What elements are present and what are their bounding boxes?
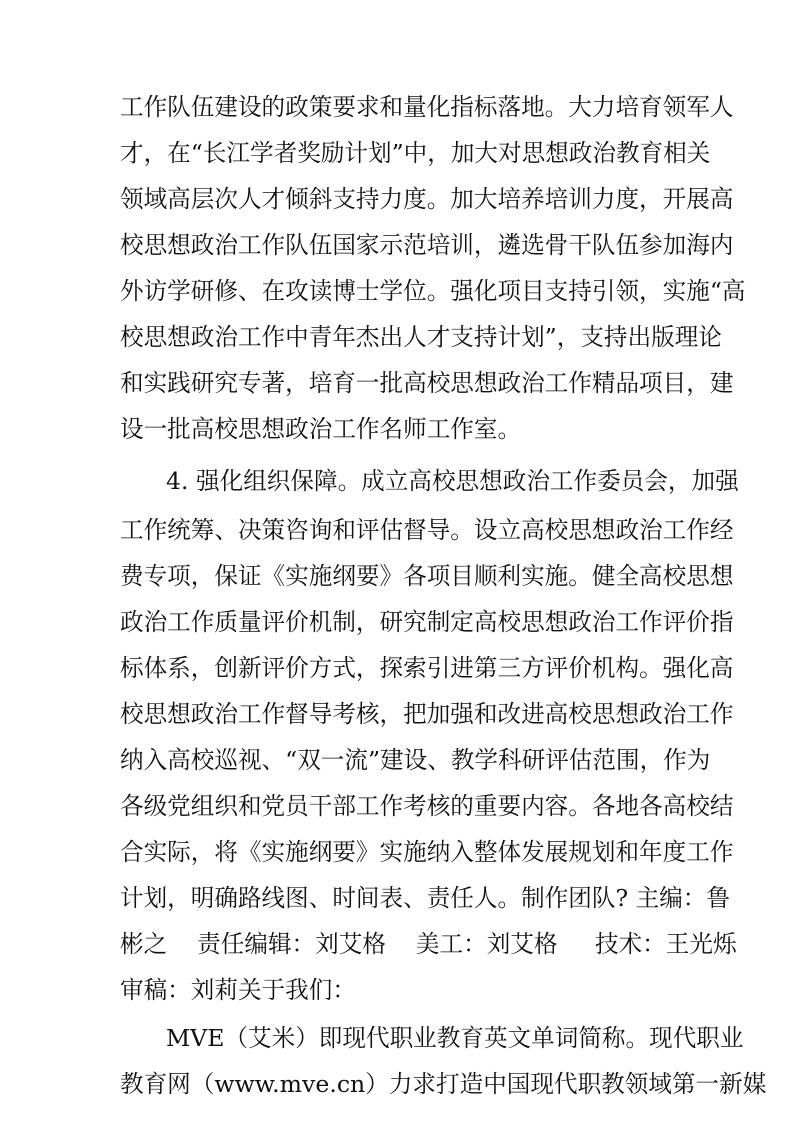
- text-line: 标体系，创新评价方式，探索引进第三方评价机构。强化高: [120, 654, 734, 682]
- text-line: 费专项，保证《实施纲要》各项目顺利实施。健全高校思想: [120, 562, 734, 590]
- text-line: 领域高层次人才倾斜支持力度。加大培养培训力度，开展高: [120, 185, 734, 213]
- text-line: 各级党组织和党员干部工作考核的重要内容。各地各高校结: [120, 792, 734, 820]
- text-line: 校思想政治工作队伍国家示范培训，遴选骨干队伍参加海内: [120, 231, 734, 259]
- text-line: 审稿：刘莉关于我们：: [120, 976, 356, 1004]
- paragraph-start-line: 4. 强化组织保障。成立高校思想政治工作委员会，加强: [166, 467, 739, 495]
- text-line: 设一批高校思想政治工作名师工作室。: [120, 415, 522, 443]
- text-line: 合实际，将《实施纲要》实施纳入整体发展规划和年度工作: [120, 838, 734, 866]
- text-line: 校思想政治工作督导考核，把加强和改进高校思想政治工作: [120, 700, 734, 728]
- text-line: 才，在“长江学者奖励计划”中，加大对思想政治教育相关: [120, 139, 711, 167]
- text-line: 工作队伍建设的政策要求和量化指标落地。大力培育领军人: [120, 93, 734, 121]
- text-line: 教育网（www.mve.cn）力求打造中国现代职教领域第一新媒: [120, 1070, 767, 1098]
- text-line: 工作统筹、决策咨询和评估督导。设立高校思想政治工作经: [120, 516, 734, 544]
- text-line: 彬之 责任编辑：刘艾格 美工：刘艾格 技术：王光烁: [120, 930, 737, 958]
- text-line: 计划，明确路线图、时间表、责任人。制作团队? 主编：鲁: [120, 884, 730, 912]
- paragraph-start-line: MVE（艾米）即现代职业教育英文单词简称。现代职业: [166, 1024, 744, 1052]
- text-line: 和实践研究专著，培育一批高校思想政治工作精品项目，建: [120, 369, 734, 397]
- text-line: 校思想政治工作中青年杰出人才支持计划”，支持出版理论: [120, 323, 722, 351]
- text-line: 政治工作质量评价机制，研究制定高校思想政治工作评价指: [120, 608, 734, 636]
- text-line: 纳入高校巡视、“双一流”建设、教学科研评估范围，作为: [120, 746, 711, 774]
- text-line: 外访学研修、在攻读博士学位。强化项目支持引领，实施“高: [120, 277, 746, 305]
